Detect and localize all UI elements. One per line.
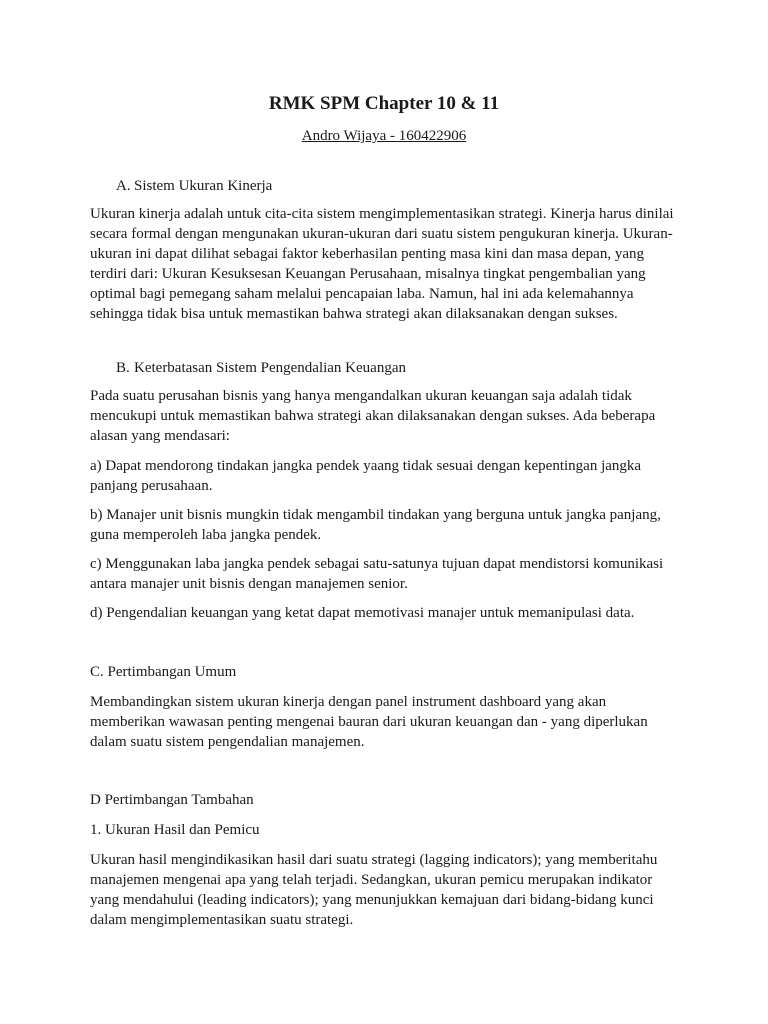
paragraph-line: Ukuran hasil mengindikasikan hasil dari suatu strategi (lagging indicators); yang memberitahu	[90, 852, 658, 868]
section-d-paragraph	[90, 850, 690, 930]
section-d-heading: D Pertimbangan Tambahan	[90, 792, 254, 808]
paragraph-line: Ukuran kinerja adalah untuk cita-cita sistem mengimplementasikan strategi. Kinerja harus dinilai	[90, 206, 674, 222]
paragraph-line: alasan yang mendasari:	[90, 428, 230, 444]
paragraph-line: terdiri dari: Ukuran Kesuksesan Keuangan Perusahaan, misalnya tingkat pengembalian yang	[90, 266, 646, 282]
author-text: Andro Wijaya - 160422906	[301, 128, 467, 144]
list-item-line: b) Manajer unit bisnis mungkin tidak mengambil tindakan yang berguna untuk jangka panjang,	[90, 507, 661, 523]
paragraph-line: ukuran ini dapat dilihat sebagai faktor keberhasilan penting masa kini dan masa depan, yang	[90, 246, 644, 262]
paragraph-line: mencukupi untuk memastikan bahwa strategi akan dilaksanakan dengan sukses. Ada beberapa	[90, 408, 656, 424]
paragraph-line: dalam mengimplementasikan suatu strategi.	[90, 912, 354, 928]
section-b-heading	[116, 358, 406, 378]
paragraph-line: optimal bagi pemegang saham melalui pencapaian laba. Namun, hal ini ada kelemahannya	[90, 286, 634, 302]
section-a-title: Sistem Ukuran Kinerja	[134, 178, 273, 194]
paragraph-line: secara formal dengan mengunakan ukuran-ukuran dari suatu sistem pengukuran kinerja. Ukuran-	[90, 226, 673, 242]
paragraph-line: dalam suatu sistem pengendalian manajemen.	[90, 734, 365, 750]
list-item-line: c) Menggunakan laba jangka pendek sebagai satu-satunya tujuan dapat mendistorsi komunikasi	[90, 556, 664, 572]
section-b-label: B.	[116, 360, 130, 376]
section-b-intro	[90, 386, 690, 446]
paragraph-line: Membandingkan sistem ukuran kinerja dengan panel instrument dashboard yang akan	[90, 694, 607, 710]
section-d-subheading: 1. Ukuran Hasil dan Pemicu	[90, 822, 260, 838]
paragraph-line: Pada suatu perusahan bisnis yang hanya mengandalkan ukuran keuangan saja adalah tidak	[90, 388, 632, 404]
list-item-line: antara manajer unit bisnis dengan manajemen senior.	[90, 576, 408, 592]
section-a-heading	[116, 176, 272, 196]
paragraph-line: memberikan wawasan penting mengenai bauran dari ukuran keuangan dan - yang diperlukan	[90, 714, 648, 730]
section-b-item-c	[90, 554, 690, 594]
paragraph-line: yang mendahului (leading indicators); yang menunjukkan kemajuan dari bidang-bidang kunci	[90, 892, 654, 908]
list-item-line: a) Dapat mendorong tindakan jangka pendek yaang tidak sesuai dengan kepentingan jangka	[90, 458, 642, 474]
document-title: RMK SPM Chapter 10 & 11	[268, 93, 500, 114]
section-b-title: Keterbatasan Sistem Pengendalian Keuangan	[134, 360, 406, 376]
section-a-label: A.	[116, 178, 131, 194]
paragraph-line: manajemen mengenai apa yang telah terjadi. Sedangkan, ukuran pemicu merupakan indikator	[90, 872, 653, 888]
list-item-line: panjang perusahaan.	[90, 478, 213, 494]
section-b-item-b	[90, 505, 690, 545]
section-c-heading: C. Pertimbangan Umum	[90, 664, 237, 680]
paragraph-line: sehingga tidak bisa untuk memastikan bahwa strategi akan dilaksanakan dengan sukses.	[90, 306, 618, 322]
section-c-paragraph	[90, 692, 690, 752]
document-author	[0, 126, 768, 146]
section-a-paragraph	[90, 204, 690, 324]
section-b-item-a	[90, 456, 690, 496]
list-item-line: d) Pengendalian keuangan yang ketat dapat memotivasi manajer untuk memanipulasi data.	[90, 605, 635, 621]
section-b-item-d	[90, 603, 690, 623]
list-item-line: guna memperoleh laba jangka pendek.	[90, 527, 322, 543]
